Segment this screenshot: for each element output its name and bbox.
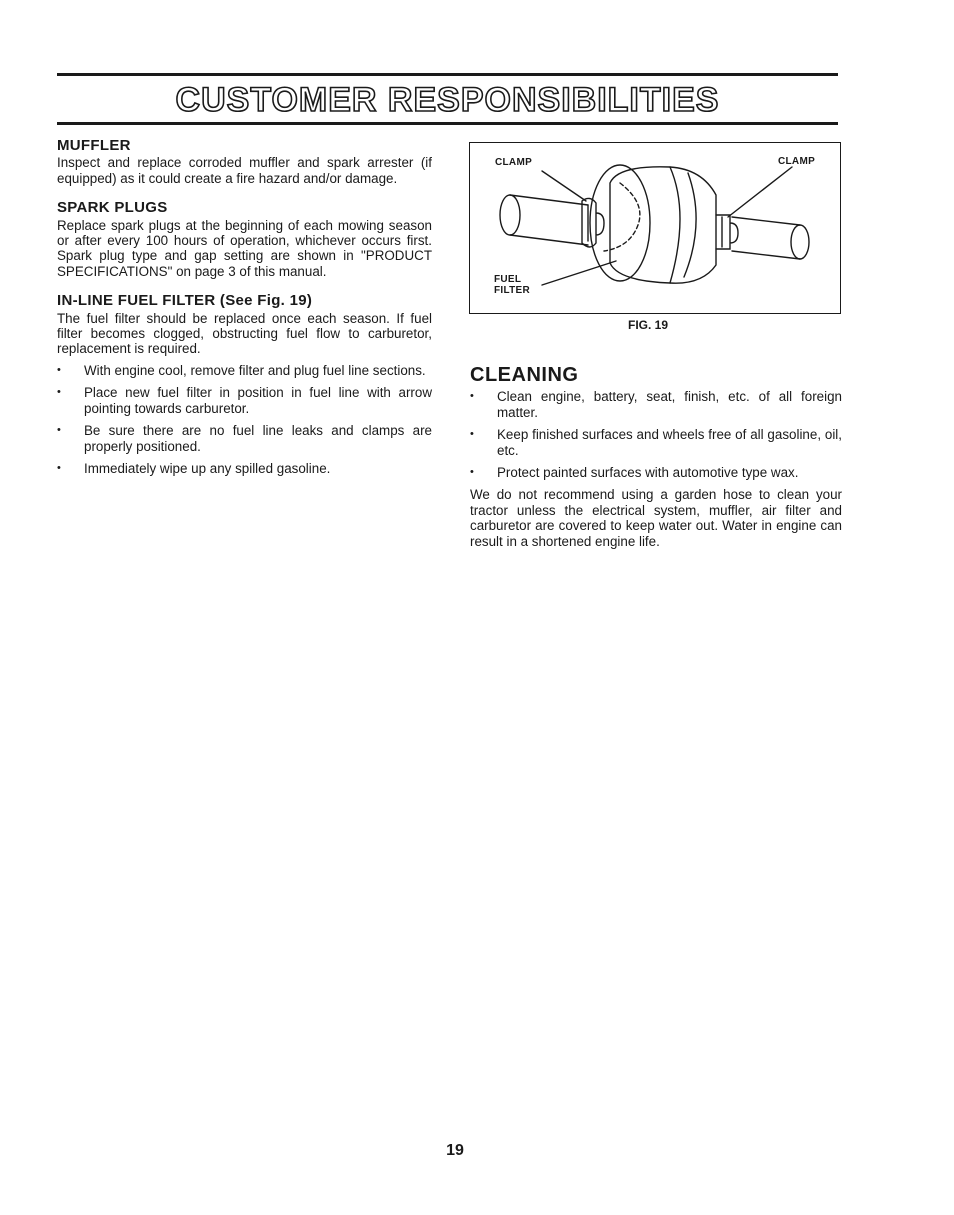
clamp-right-leader [728, 167, 792, 217]
left-fuel-line [510, 195, 588, 245]
header-top-rule [57, 73, 838, 76]
fuel-filter-figure [469, 142, 841, 314]
list-item: • Be sure there are no fuel line leaks and clamps are properly positioned. [57, 423, 432, 454]
header-bottom-rule [57, 122, 838, 125]
cleaning-body: We do not recommend using a garden hose to clean your tractor unless the electrical system, muffler, air filter and carburetor are covered to keep water out. Water in engine can result in a shortened engine life. [470, 487, 842, 549]
muffler-section [57, 138, 432, 186]
fuel-filter-heading: IN-LINE FUEL FILTER (See Fig. 19) [57, 292, 313, 310]
spark-plugs-body: Replace spark plugs at the beginning of each mowing season or after every 100 hours of operation, whichever occurs first. Spark plug type and gap setting are shown in "PRODUCT SPECIFICATIONS" on page 3 of this manual. [57, 217, 432, 279]
cleaning-heading: CLEANING [470, 364, 579, 386]
fuel-filter-section [57, 293, 432, 476]
list-item: • Protect painted surfaces with automotive type wax. [470, 465, 842, 480]
figure-caption: FIG. 19 [628, 318, 669, 332]
cleaning-bullet-list [470, 389, 842, 480]
clamp-left-leader [542, 171, 586, 201]
muffler-body: Inspect and replace corroded muffler and spark arrester (if equipped) as it could create a fire hazard and/or damage. [57, 155, 432, 186]
list-item: • Immediately wipe up any spilled gasoline. [57, 461, 432, 476]
spark-plugs-heading: SPARK PLUGS [57, 199, 168, 217]
page-number: 19 [446, 1142, 464, 1159]
left-fuel-line-end [500, 195, 520, 235]
fuel-label: FUEL [494, 274, 522, 285]
left-clamp [582, 198, 604, 247]
clamp-right-label: CLAMP [778, 156, 816, 167]
fuel-filter-bullet-list [57, 363, 432, 476]
filter-body [610, 167, 716, 283]
muffler-heading: MUFFLER [57, 137, 131, 154]
filter-outlet-face [670, 167, 696, 283]
right-fuel-line-end [791, 225, 809, 259]
page-title: CUSTOMER RESPONSIBILITIES [175, 81, 720, 119]
right-fuel-line [732, 217, 800, 259]
right-clamp [716, 215, 738, 249]
left-column [57, 138, 432, 490]
spark-plugs-section [57, 200, 432, 279]
list-item: • Keep finished surfaces and wheels free of all gasoline, oil, etc. [470, 427, 842, 458]
fuel-filter-body: The fuel filter should be replaced once each season. If fuel filter becomes clogged, obstructing fuel flow to carburetor, replacement is required. [57, 310, 432, 357]
list-item: • Clean engine, battery, seat, finish, etc. of all foreign matter. [470, 389, 842, 420]
filter-label: FILTER [494, 285, 531, 296]
clamp-left-label: CLAMP [495, 157, 533, 168]
list-item: • Place new fuel filter in position in fuel line with arrow pointing towards carburetor. [57, 385, 432, 416]
right-column [470, 364, 842, 549]
list-item: • With engine cool, remove filter and plug fuel line sections. [57, 363, 432, 378]
